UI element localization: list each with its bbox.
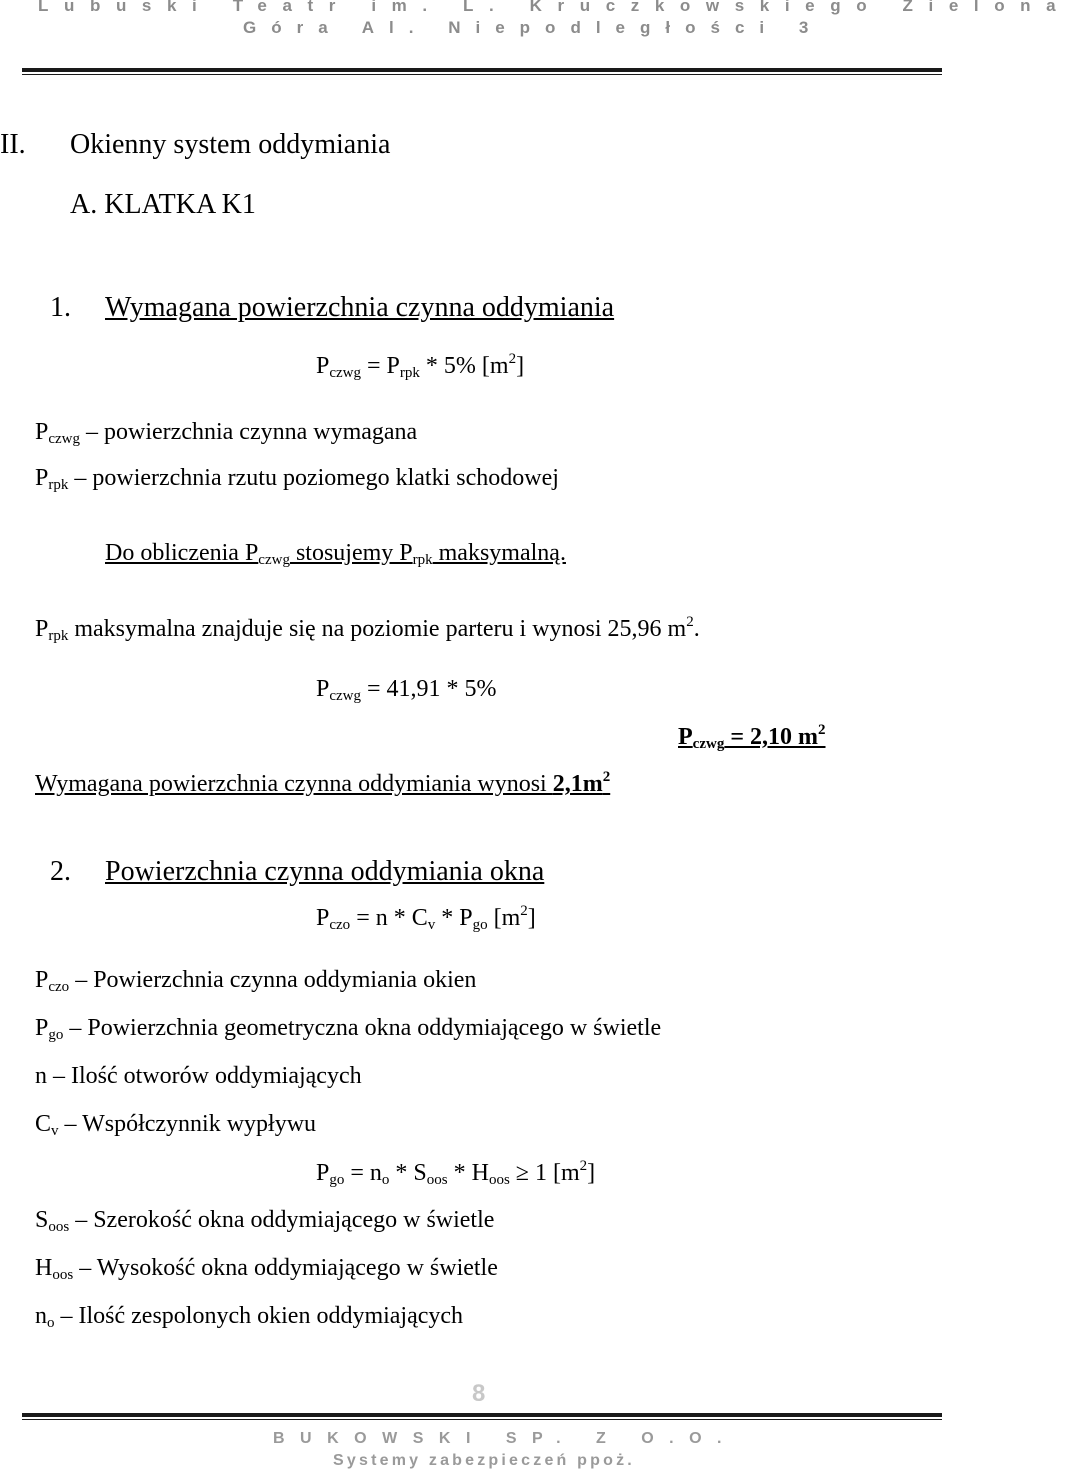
header-rule [22, 68, 942, 72]
footer-rule-thin [22, 1419, 942, 1420]
formula-pczwg: $P_{czwg} = P_{rpk} * 5\%$ $[m^2]$ [316, 351, 525, 381]
header-line-1: Lubuski Teatr im. L. Kruczkowskiego Zielona [38, 0, 1071, 15]
footer-tagline: Systemy zabezpieczeń ppoż. [333, 1452, 635, 1469]
section-title: Okienny system oddymiania [70, 129, 391, 160]
definition-pczo: $P_{czo}$ – Powierzchnia czynna oddymiania okien [35, 967, 477, 995]
definition-prpk: $P_{rpk}$ – powierzchnia rzutu poziomego klatki schodowej [35, 465, 559, 493]
result-pczwg: $P_{czwg} = 2,10$ $m^2$ [678, 722, 826, 752]
page-number: 8 [472, 1380, 486, 1407]
header-rule-thin [22, 74, 942, 75]
calculation-note: Do obliczenia $P_{czwg}$ stosujemy $P_{rpk}$ maksymalną. [105, 540, 566, 568]
part2-number: 2. [50, 856, 71, 887]
part1-title: Wymagana powierzchnia czynna oddymiania [105, 292, 615, 323]
definition-n: n – Ilość otworów oddymiających [35, 1063, 362, 1089]
definition-cv: $C_v$ – Współczynnik wypływu [35, 1111, 317, 1139]
definition-pczwg: $P_{czwg}$ – powierzchnia czynna wymagana [35, 419, 418, 447]
formula-pgo: $P_{go} = n_o * S_{oos} * H_{oos} \ge 1$ $[m^2]$ [316, 1158, 596, 1188]
footer-company: BUKOWSKI SP. Z O.O. [273, 1430, 737, 1447]
calculation-pczwg: $P_{czwg} = 41,91 * 5\%$ [316, 676, 497, 704]
prpk-maximum: $P_{rpk}$ maksymalna znajduje się na poziomie parteru i wynosi 25,96 $m^2$. [35, 614, 700, 644]
formula-pczo: $P_{czo} = n * C_v * P_{go}$ $[m^2]$ [316, 903, 536, 933]
definition-hoos: $H_{oos}$ – Wysokość okna oddymiającego w świetle [35, 1255, 498, 1283]
section-number: II. [0, 129, 26, 160]
subsection-title: A. KLATKA K1 [70, 189, 256, 220]
definition-no: $n_o$ – Ilość zespolonych okien oddymiających [35, 1303, 464, 1331]
definition-soos: $S_{oos}$ – Szerokość okna oddymiającego w świetle [35, 1207, 495, 1235]
footer-rule [22, 1413, 942, 1417]
part1-number: 1. [50, 292, 71, 323]
required-area-summary: Wymagana powierzchnia czynna oddymiania wynosi $2,1m^2$ [35, 769, 611, 797]
header-line-2: Góra Al. Niepodległości 3 [243, 18, 824, 37]
definition-pgo: $P_{go}$ – Powierzchnia geometryczna okna oddymiającego w świetle [35, 1015, 662, 1043]
part2-title: Powierzchnia czynna oddymiania okna [105, 856, 545, 887]
